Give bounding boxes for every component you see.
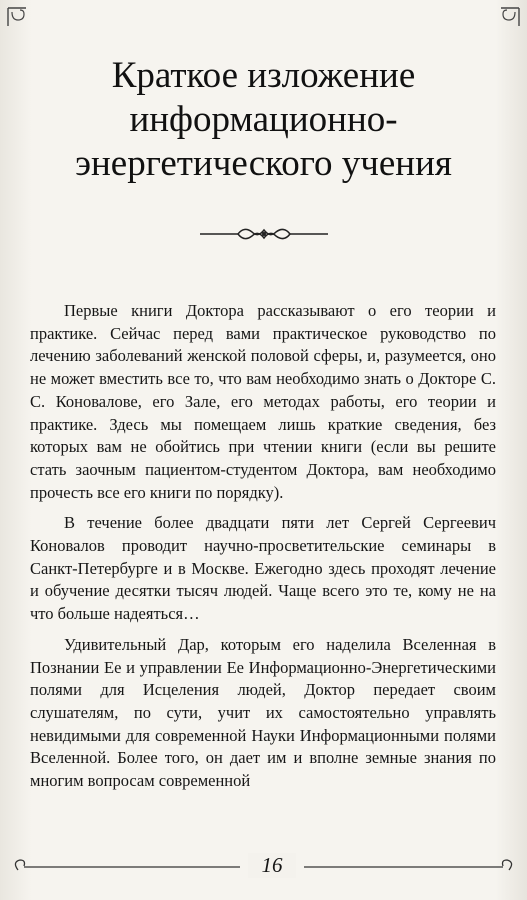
- paragraph: В течение более двадцати пяти лет Сергей Сергеевич Коновалов проводит научно-просветительские семинары в Санкт-Петербурге и в Москве. Ежегодно здесь проходят лечение и обучение десятки тысяч людей. Чаще всего это те, кому не на что больше надеяться…: [30, 513, 496, 624]
- chapter-title: [40, 54, 487, 186]
- paragraph: Первые книги Доктора рассказывают о его теории и практике. Сейчас перед вами практическое руководство по лечению заболеваний женской половой сферы, и, разумеется, оно не может вместить все то, что вам необходимо знать о Докторе С. С. Коновалове, его Зале, его методах работы, его теории и практике. Здесь мы помещаем лишь краткие сведения, без которых вам не обойтись при чтении книги (если вы решите стать заочным пациентом-студентом Доктора, вам необходимо прочесть все его книги по порядку).: [30, 301, 496, 502]
- chapter-title-line: Краткое изложение: [111, 55, 416, 96]
- body-text: [30, 300, 496, 801]
- chapter-title-line: информационно-: [129, 99, 398, 140]
- corner-ornament-icon: [483, 4, 523, 44]
- page-footer: [8, 852, 519, 882]
- divider-ornament-icon: [198, 222, 330, 246]
- page-number: 16: [248, 853, 296, 878]
- corner-ornament-icon: [4, 4, 44, 44]
- paragraph: Удивительный Дар, которым его наделила Вселенная в Познании Ее и управлении Ее Информационно-Энергетическими полями для Исцеления людей, Доктор передает своим слушателям, по сути, учит их самостоятельно управлять невидимыми для современной Науки Информационными полями Вселенной. Более того, он дает им и вполне земные знания по многим вопросам современной: [30, 634, 496, 791]
- chapter-title-line: энергетического учения: [75, 143, 452, 184]
